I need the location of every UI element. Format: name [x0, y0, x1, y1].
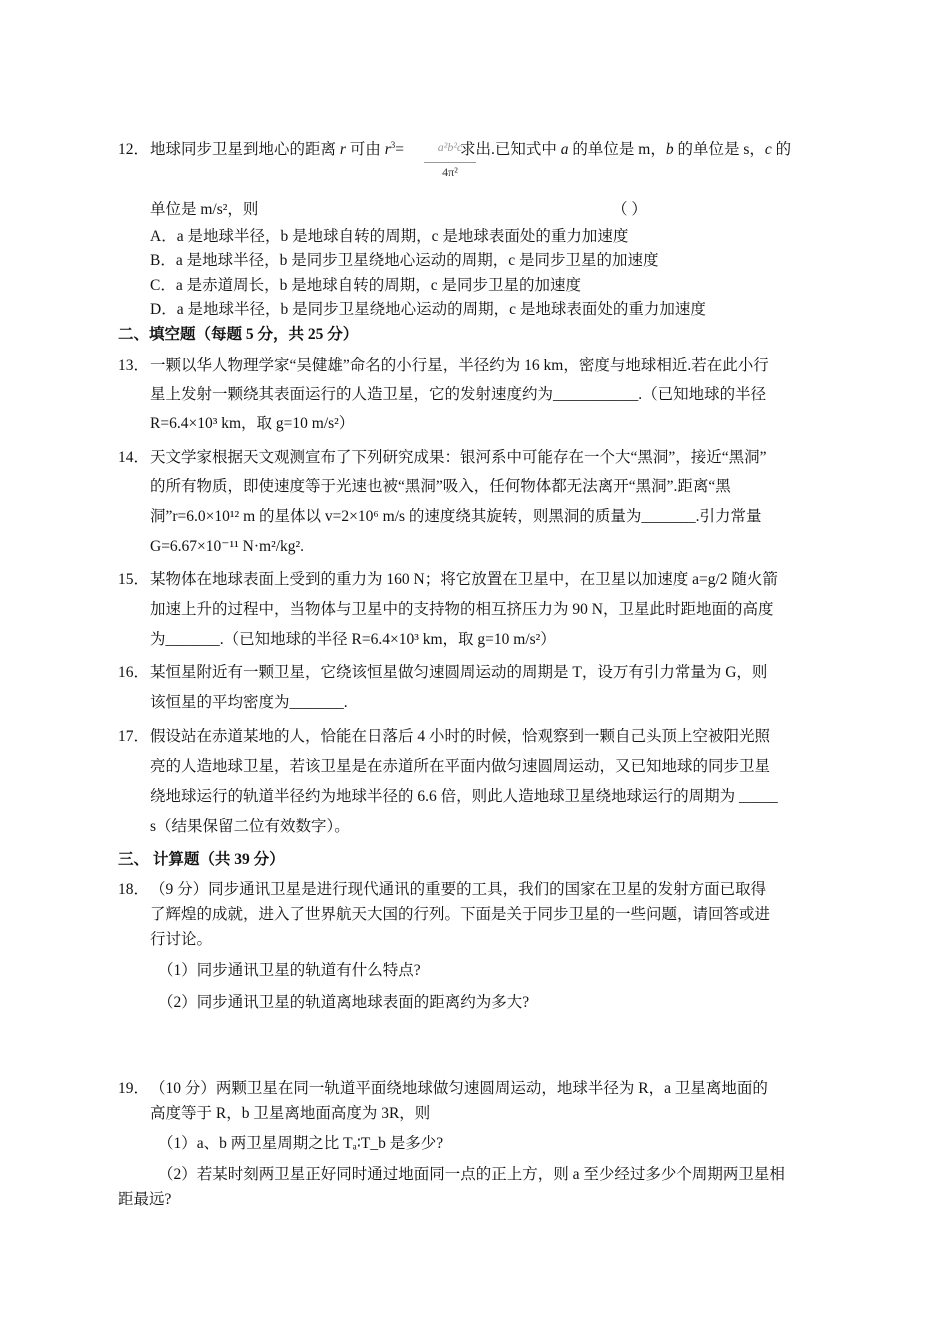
- question-14-line: 的所有物质，即使速度等于光速也被“黑洞”吸入，任何物体都无法离开“黑洞”.距离“黑: [150, 478, 731, 495]
- sub-question: （1）同步通讯卫星的轨道有什么特点?: [158, 962, 421, 979]
- answer-parentheses: （ ）: [612, 201, 647, 218]
- question-13-line: R=6.4×10³ km，取 g=10 m/s²）: [150, 415, 355, 432]
- question-17-line: 假设站在赤道某地的人，恰能在日落后 4 小时的时候，恰观察到一颗自己头顶上空被阳光照: [150, 728, 771, 745]
- question-18-line: 行讨论。: [150, 931, 213, 948]
- question-19-line: 高度等于 R，b 卫星离地面高度为 3R，则: [150, 1105, 431, 1122]
- question-number: 12．: [118, 141, 150, 158]
- formula-fraction: [424, 140, 476, 180]
- fraction-numerator: a²b²c: [437, 140, 463, 154]
- question-15-line: 某物体在地球表面上受到的重力为 160 N；将它放置在卫星中，在卫星以加速度 a=g/2 随火箭: [150, 571, 778, 588]
- question-number: 16．: [118, 664, 150, 681]
- question-13-line: 星上发射一颗绕其表面运行的人造卫星，它的发射速度约为___________.（已知地球的半径: [150, 386, 767, 403]
- question-15-line: 为_______.（已知地球的半径 R=6.4×10³ km，取 g=10 m/s²）: [150, 631, 556, 648]
- question-15-line: 加速上升的过程中，当物体与卫星中的支持物的相互挤压力为 90 N，卫星此时距地面的高度: [150, 601, 774, 618]
- question-18-line: 了辉煌的成就，进入了世界航天大国的行列。下面是关于同步卫星的一些问题，请回答或进: [150, 906, 771, 923]
- section-heading-calculation: 三、 计算题（共 39 分）: [118, 851, 285, 868]
- section-heading-fill-in: 二、填空题（每题 5 分，共 25 分）: [118, 326, 359, 343]
- question-number: 13．: [118, 357, 150, 374]
- question-14-line: 洞”r=6.0×10¹² m 的星体以 v=2×10⁶ m/s 的速度绕其旋转，则黑洞的质量为_______.引力常量: [150, 508, 762, 525]
- fraction-bar: [424, 162, 476, 163]
- question-17-line: 亮的人造地球卫星，若该卫星是在赤道所在平面内做匀速圆周运动，又已知地球的同步卫星: [150, 758, 771, 775]
- fraction-denominator: 4π²: [442, 165, 458, 179]
- question-number: 14．: [118, 449, 150, 466]
- question-12-line-2: 单位是 m/s²，则: [150, 201, 259, 218]
- option-a: A．a 是地球半径，b 是地球自转的周期，c 是地球表面处的重力加速度: [150, 228, 629, 245]
- question-18-line: （9 分）同步通讯卫星是进行现代通讯的重要的工具，我们的国家在卫星的发射方面已取得: [150, 881, 767, 898]
- question-12-line-1: 地球同步卫星到地心的距离 r 可由 $r^3=$ 求出.已知式中 a 的单位是 m，b 的单位是 s，c 的: [150, 140, 792, 158]
- question-17-line: s（结果保留二位有效数字）。: [150, 818, 350, 835]
- sub-question: （2）若某时刻两卫星正好同时通过地面同一点的正上方，则 a 至少经过多少个周期两卫星相: [158, 1166, 785, 1183]
- question-number: 18．: [118, 881, 150, 898]
- question-13-line: 一颗以华人物理学家“吴健雄”命名的小行星，半径约为 16 km，密度与地球相近.若在此小行: [150, 357, 769, 374]
- sub-question: （1）a、b 两卫星周期之比 Tₐ∶T_b 是多少?: [158, 1135, 444, 1152]
- question-16-line: 某恒星附近有一颗卫星，它绕该恒星做匀速圆周运动的周期是 T，设万有引力常量为 G，则: [150, 664, 768, 681]
- question-number: 15．: [118, 571, 150, 588]
- question-17-line: 绕地球运行的轨道半径约为地球半径的 6.6 倍，则此人造地球卫星绕地球运行的周期为 _____: [150, 788, 778, 805]
- sub-question: （2）同步通讯卫星的轨道离地球表面的距离约为多大?: [158, 994, 530, 1011]
- question-14-line: 天文学家根据天文观测宣布了下列研究成果：银河系中可能存在一个大“黑洞”，接近“黑洞”: [150, 449, 767, 466]
- option-d: D．a 是地球半径，b 是同步卫星绕地心运动的周期，c 是地球表面处的重力加速度: [150, 301, 706, 318]
- sub-question-continued: 距最远?: [118, 1191, 172, 1208]
- question-19-line: （10 分）两颗卫星在同一轨道平面绕地球做匀速圆周运动，地球半径为 R，a 卫星离地面的: [150, 1080, 768, 1097]
- question-14-line: G=6.67×10⁻¹¹ N·m²/kg².: [150, 538, 305, 555]
- question-number: 19．: [118, 1080, 150, 1097]
- option-b: B．a 是地球半径，b 是同步卫星绕地心运动的周期，c 是同步卫星的加速度: [150, 252, 659, 269]
- question-16-line: 该恒星的平均密度为_______.: [150, 694, 348, 711]
- question-number: 17．: [118, 728, 150, 745]
- option-c: C．a 是赤道周长，b 是地球自转的周期，c 是同步卫星的加速度: [150, 277, 581, 294]
